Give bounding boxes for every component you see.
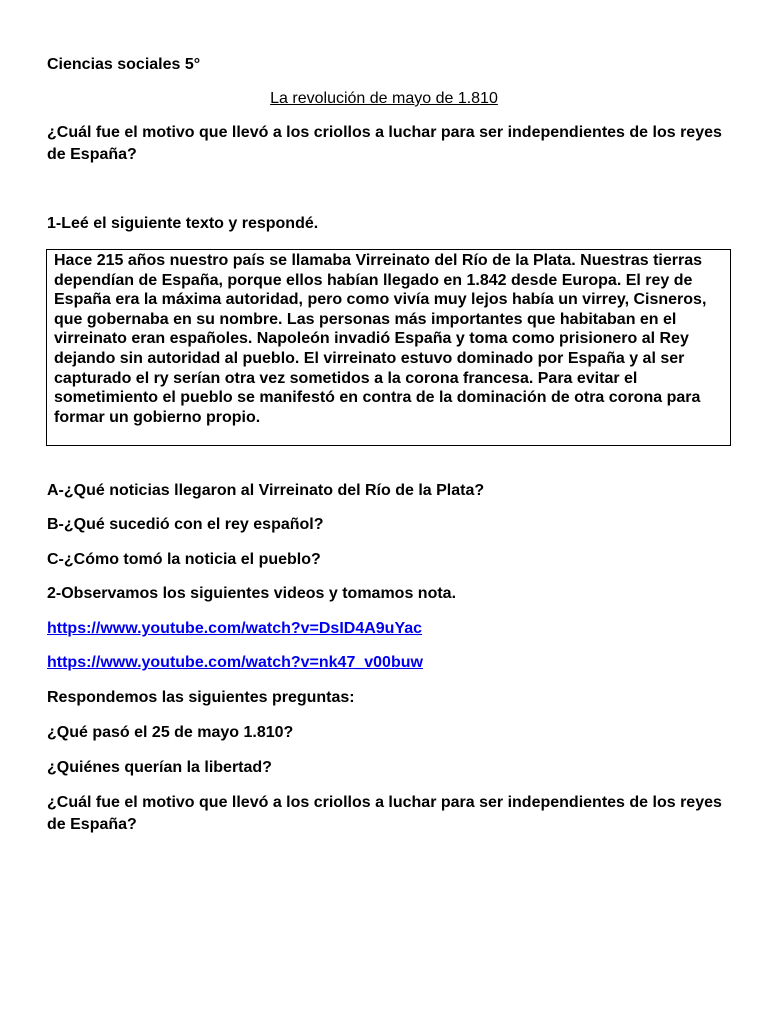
question-a: A-¿Qué noticias llegaron al Virreinato del Río de la Plata?: [47, 482, 485, 499]
video-link-1[interactable]: https://www.youtube.com/watch?v=DsID4A9uYac: [47, 620, 423, 637]
answer-prompt: Respondemos las siguientes preguntas:: [47, 689, 355, 706]
video-link-2[interactable]: https://www.youtube.com/watch?v=nk47_v00buw: [47, 654, 423, 671]
intro-question: ¿Cuál fue el motivo que llevó a los criollos a luchar para ser independientes de los reyes de España?: [47, 124, 722, 163]
subject-heading: Ciencias sociales 5°: [47, 56, 201, 73]
question-c: C-¿Cómo tomó la noticia el pueblo?: [47, 551, 321, 568]
activity2-instruction: 2-Observamos los siguientes videos y tomamos nota.: [47, 585, 457, 602]
activity1-instruction: 1-Leé el siguiente texto y respondé.: [47, 215, 319, 232]
question-motive: ¿Cuál fue el motivo que llevó a los criollos a luchar para ser independientes de los reyes de España?: [47, 794, 722, 833]
question-may-25: ¿Qué pasó el 25 de mayo 1.810?: [47, 724, 294, 741]
question-freedom: ¿Quiénes querían la libertad?: [47, 759, 272, 776]
question-b: B-¿Qué sucedió con el rey español?: [47, 516, 324, 533]
reading-passage-box: Hace 215 años nuestro país se llamaba Virreinato del Río de la Plata. Nuestras tierras dependían de España, porque ellos habían llegado en 1.842 desde Europa. El rey de España era la máxima autoridad, pero como vivía muy lejos había un virrey, Cisneros, que gobernaba en su nombre. Las personas más importantes que habitaban en el virreinato eran españoles. Napoleón invadió España y toma como prisionero al Rey dejando sin autoridad al pueblo. El virreinato estuvo dominado por España y al ser capturado el ry serían otra vez sometidos a la corona francesa. Para evitar el sometimiento el pueblo se manifestó en contra de la dominación de otra corona para formar un gobierno propio.: [46, 249, 731, 446]
page-title: La revolución de mayo de 1.810: [270, 90, 498, 107]
